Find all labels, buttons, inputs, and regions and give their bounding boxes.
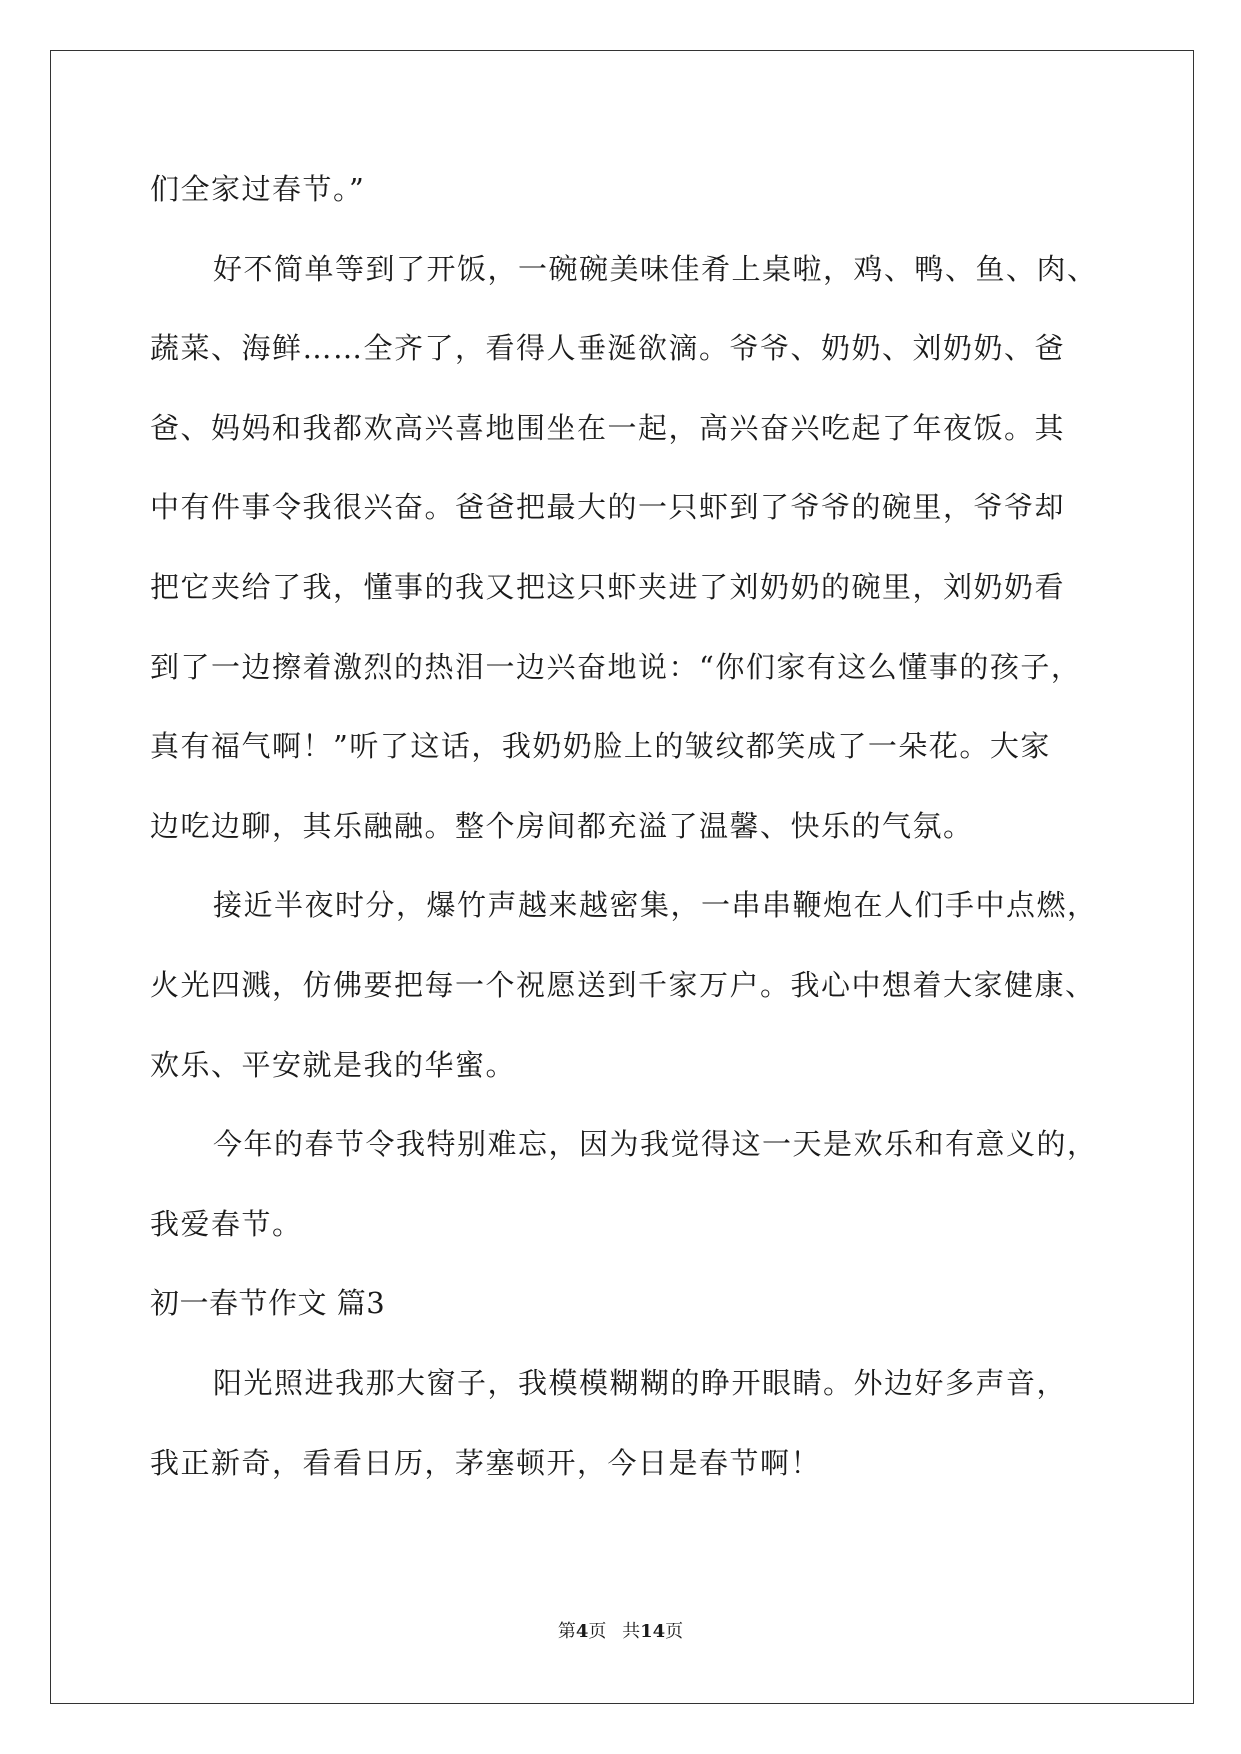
text-line: 边吃边聊，其乐融融。整个房间都充溢了温馨、快乐的气氛。: [150, 808, 974, 843]
text-line: 爸、妈妈和我都欢高兴喜地围坐在一起，高兴奋兴吃起了年夜饭。其: [150, 410, 1066, 445]
text-line: 把它夹给了我，懂事的我又把这只虾夹进了刘奶奶的碗里，刘奶奶看: [150, 569, 1066, 604]
text-line: 好不简单等到了开饭，一碗碗美味佳肴上桌啦，鸡、鸭、鱼、肉、: [213, 251, 1098, 286]
footer-total-prefix: 共: [622, 1621, 641, 1642]
document-body: [150, 150, 1098, 1503]
text-line: 中有件事令我很兴奋。爸爸把最大的一只虾到了爷爷的碗里，爷爷却: [150, 490, 1066, 525]
text-line: 接近半夜时分，爆竹声越来越密集，一串串鞭炮在人们手中点燃，: [213, 888, 1098, 923]
text-line: 欢乐、平安就是我的华蜜。: [150, 1047, 517, 1082]
text-line: 阳光照进我那大窗子，我模模糊糊的睁开眼睛。外边好多声音，: [213, 1365, 1068, 1400]
text-line: 到了一边擦着激烈的热泪一边兴奋地说：“你们家有这么懂事的孩子，: [150, 649, 1082, 684]
text-line: 蔬菜、海鲜……全齐了，看得人垂涎欲滴。爷爷、奶奶、刘奶奶、爸: [150, 331, 1066, 366]
footer-total-suffix: 页: [665, 1621, 684, 1642]
section-heading: 初一春节作文 篇3: [150, 1286, 386, 1321]
text-line: 们全家过春节。”: [150, 172, 366, 206]
footer-prefix: 第: [557, 1621, 576, 1642]
text-line: 真有福气啊！”听了这话，我奶奶脸上的皱纹都笑成了一朵花。大家: [150, 729, 1051, 764]
page-footer: [0, 1617, 1241, 1643]
text-line: 今年的春节令我特别难忘，因为我觉得这一天是欢乐和有意义的，: [213, 1127, 1098, 1162]
text-line: 火光四溅，仿佛要把每一个祝愿送到千家万户。我心中想着大家健康、: [150, 967, 1096, 1002]
total-page-count: 14: [640, 1621, 666, 1642]
footer-page-suffix: 页: [588, 1621, 607, 1642]
text-line: 我正新奇，看看日历，茅塞顿开，今日是春节啊！: [150, 1445, 822, 1480]
text-line: 我爱春节。: [150, 1206, 303, 1241]
current-page-number: 4: [575, 1621, 589, 1642]
